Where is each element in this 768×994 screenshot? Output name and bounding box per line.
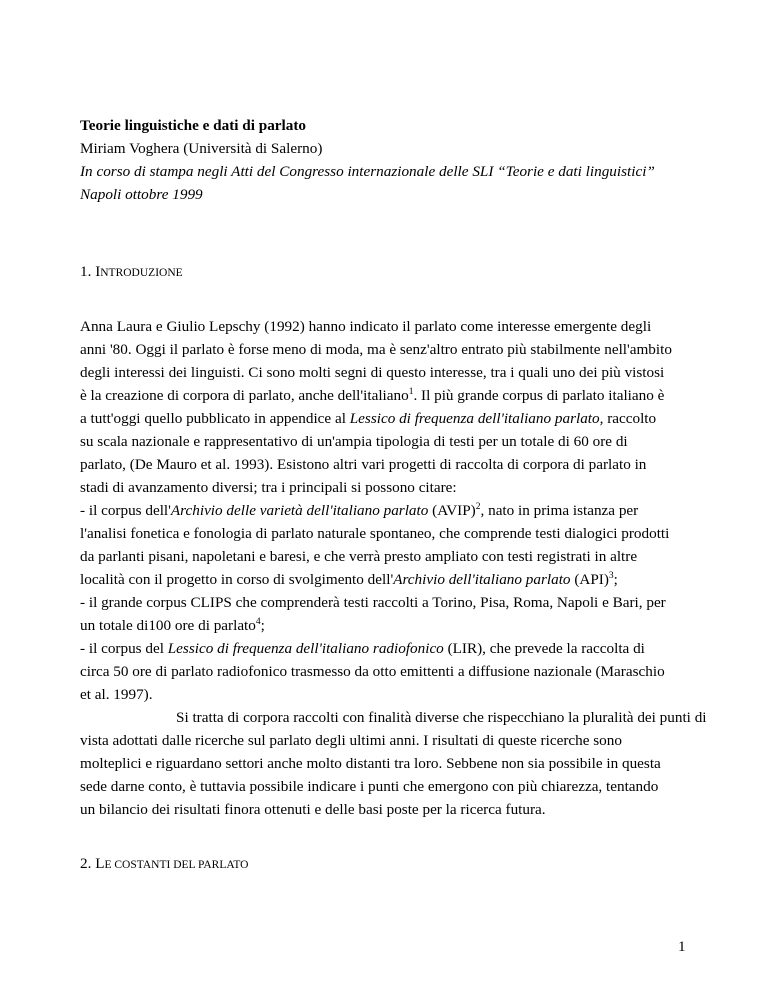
paragraph-line: parlato, (De Mauro et al. 1993). Esistono altri vari progetti di raccolta di corpora di parlato in: [80, 456, 647, 473]
paragraph-line: degli interessi dei linguisti. Ci sono molti segni di questo interesse, tra i quali uno dei più vistosi: [80, 364, 665, 381]
text-run: un totale di100 ore di parlato: [80, 617, 256, 634]
section-title-word: E: [104, 859, 115, 871]
text-run: ;: [260, 617, 265, 634]
paragraph-line: su scala nazionale e rappresentativo di un'ampia tipologia di testi per un totale di 60 ore di: [80, 433, 628, 450]
footnote-ref: 4: [255, 617, 261, 627]
paragraph-line: et al. 1997).: [80, 686, 153, 703]
italic-title: Archivio delle varietà dell'italiano parlato: [170, 502, 429, 519]
footnote-ref: 1: [408, 387, 414, 397]
paragraph-line: vista adottati dalle ricerche sul parlato degli ultimi anni. I risultati di queste ricerche sono: [80, 732, 622, 749]
section-heading-1: [80, 262, 183, 283]
paragraph-line: stadi di avanzamento diversi; tra i principali si possono citare:: [80, 479, 457, 496]
footnote-ref: 2: [475, 502, 481, 512]
text-run: - il corpus del: [80, 640, 168, 657]
italic-title: Archivio dell'italiano parlato: [393, 571, 571, 588]
section-initial: L: [95, 855, 105, 872]
text-run: (API): [570, 571, 609, 588]
section-number: 2.: [80, 855, 96, 872]
paragraph-line: un bilancio dei risultati finora ottenuti e delle basi poste per la ricerca futura.: [80, 801, 546, 818]
text-run: (AVIP): [428, 502, 476, 519]
text-run: (LIR), che prevede la raccolta di: [443, 640, 645, 657]
paragraph-line: [80, 570, 618, 590]
paragraph-line: [80, 639, 645, 659]
paragraph-line: sede darne conto, è tuttavia possibile indicare i punti che emergono con più chiarezza, tentando: [80, 778, 659, 795]
paragraph-line: [80, 386, 664, 406]
footnote-ref: 3: [608, 571, 614, 581]
paper-title: Teorie linguistiche e dati di parlato: [80, 117, 306, 134]
text-run: . Il più grande corpus di parlato italiano è: [413, 387, 665, 404]
paragraph-line: [80, 409, 656, 429]
text-run: a tutt'oggi quello pubblicato in appendice al: [80, 410, 350, 427]
paragraph-line: Anna Laura e Giulio Lepschy (1992) hanno indicato il parlato come interesse emergente degli: [80, 318, 652, 335]
section-initial: I: [95, 263, 101, 280]
italic-title: Lessico di frequenza dell'italiano radiofonico: [167, 640, 444, 657]
text-run: è la creazione di corpora di parlato, anche dell'italiano: [80, 387, 409, 404]
paragraph-line: l'analisi fonetica e fonologia di parlato naturale spontaneo, che comprende testi dialogici prodotti: [80, 525, 670, 542]
paragraph-line: Si tratta di corpora raccolti con finalità diverse che rispecchiano la pluralità dei punti di: [176, 709, 707, 726]
italic-title: Lessico di frequenza dell'italiano parlato,: [349, 410, 604, 427]
text-run: - il corpus dell': [80, 502, 171, 519]
text-run: località con il progetto in corso di svolgimento dell': [80, 571, 394, 588]
section-title-rest: NTRODUZIONE: [100, 267, 183, 279]
paragraph-line: [80, 616, 265, 636]
section-number: 1.: [80, 263, 96, 280]
text-run: raccolto: [603, 410, 657, 427]
paragraph-line: molteplici e riguardano settori anche molto distanti tra loro. Sebbene non sia possibile in questa: [80, 755, 661, 772]
section-title-word: COSTANTI DEL: [114, 859, 198, 871]
page-number: 1: [678, 938, 686, 955]
author-line: Miriam Voghera (Università di Salerno): [80, 140, 323, 157]
publication-date: Napoli ottobre 1999: [80, 186, 203, 203]
paragraph-line: circa 50 ore di parlato radiofonico trasmesso da otto emittenti a diffusione nazionale (Maraschio: [80, 663, 665, 680]
section-heading-2: [80, 854, 249, 875]
section-title-word: PARLATO: [198, 859, 249, 871]
text-run: ;: [613, 571, 618, 588]
text-run: , nato in prima istanza per: [480, 502, 639, 519]
paragraph-line: - il grande corpus CLIPS che comprenderà testi raccolti a Torino, Pisa, Roma, Napoli e Bari, per: [80, 594, 666, 611]
paragraph-line: da parlanti pisani, napoletani e baresi, e che verrà presto ampliato con testi registrati in altre: [80, 548, 638, 565]
paragraph-line: [80, 501, 638, 521]
paragraph-line: anni '80. Oggi il parlato è forse meno di moda, ma è senz'altro entrato più stabilmente nell'ambito: [80, 341, 672, 358]
publication-note: In corso di stampa negli Atti del Congresso internazionale delle SLI “Teorie e dati linguistici”: [80, 163, 655, 180]
